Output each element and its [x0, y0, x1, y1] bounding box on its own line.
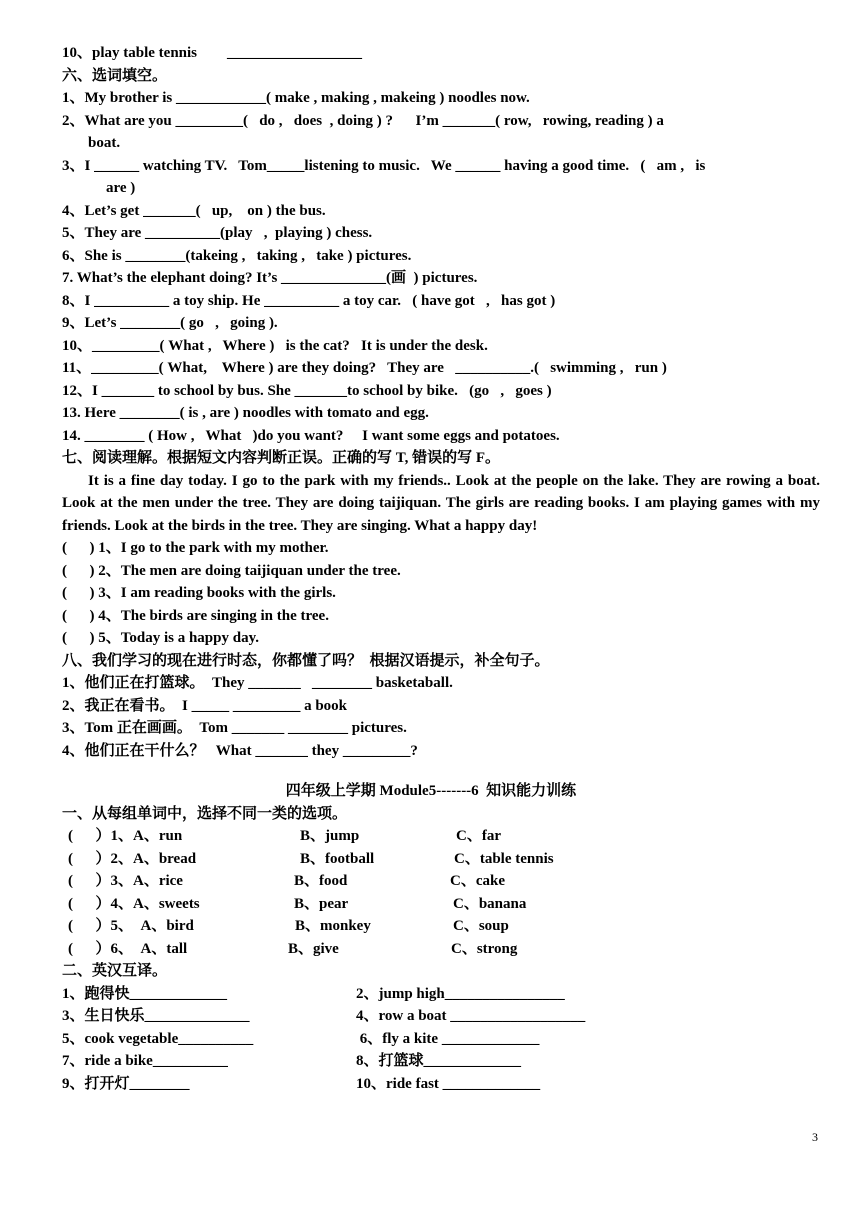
m2-row-2: [62, 1005, 820, 1028]
s6-q11: 11、_________( What, Where ) are they doing? They are __________.( swimming , run ): [62, 360, 667, 376]
m1-row-3-a: ( ）3、A、rice: [68, 873, 183, 889]
m1-row-5-b: B、monkey: [295, 918, 371, 934]
s6-q10: 10、_________( What , Where ) is the cat? It is under the desk.: [62, 337, 488, 354]
m2-row-1-right: 2、jump high________________: [356, 985, 565, 1002]
line-play-table-tennis: 10、play table tennis __________________: [62, 45, 363, 61]
m2-row-3-left: 5、cook vegetable__________: [62, 1030, 254, 1047]
m2-row-5-left: 9、打开灯________: [62, 1075, 190, 1092]
m1-row-5-c: C、soup: [453, 918, 509, 934]
m1-row-5-a: ( ）5、 A、bird: [68, 918, 194, 934]
m1-row-1-b: B、jump: [300, 828, 360, 844]
m2-row-3-right: 6、fly a kite _____________: [356, 1030, 540, 1047]
s6-q6: 6、She is ________(takeing , taking , take ) pictures.: [62, 247, 412, 264]
judge-item-4: ( ) 4、The birds are singing in the tree.: [62, 607, 329, 624]
m1-row-6-a: ( ）6、 A、tall: [68, 940, 188, 957]
m2-row-2-right: 4、row a boat __________________: [356, 1008, 586, 1024]
m2-row-5-right: 10、ride fast _____________: [356, 1075, 541, 1092]
judge-item-2: ( ) 2、The men are doing taijiquan under the tree.: [62, 562, 401, 579]
s6-q14: 14. ________ ( How , What )do you want? I want some eggs and potatoes.: [62, 427, 560, 444]
module-title: 四年级上学期 Module5-------6 知识能力训练: [285, 783, 577, 799]
m1-row-2-c: C、table tennis: [454, 850, 554, 867]
s6-q13: 13. Here ________( is , are ) noodles with tomato and egg.: [62, 405, 429, 421]
s6-q3-cont: are ): [106, 180, 136, 196]
m2-row-4-right: 8、打篮球_____________: [356, 1053, 522, 1069]
m1-row-4-c: C、banana: [453, 895, 527, 912]
section-6-title: 六、选词填空。: [62, 67, 168, 84]
m1-row-3-c: C、cake: [450, 873, 505, 889]
m1-row-1-c: C、far: [456, 828, 501, 844]
s6-q5: 5、They are __________(play , playing ) chess.: [62, 225, 373, 241]
m1-row-6-c: C、strong: [451, 940, 518, 957]
m1-row-1-a: ( ）1、A、run: [68, 828, 183, 844]
m1-row-3: [62, 870, 820, 893]
judge-item-1: ( ) 1、I go to the park with my mother.: [62, 540, 329, 556]
m1-row-6-b: B、give: [288, 940, 339, 957]
s6-q2: 2、What are you _________( do , does , doing ) ? I’m _______( row, rowing, reading ) a: [62, 112, 664, 129]
m1-row-2: [62, 848, 820, 871]
m1-row-4-b: B、pear: [294, 895, 349, 912]
page-number: 3: [812, 1130, 818, 1144]
m2-row-1: [62, 983, 820, 1006]
worksheet-page: [62, 42, 820, 1095]
m1-row-3-b: B、food: [294, 873, 348, 889]
m2-row-5: [62, 1073, 820, 1096]
s8-item-2: 2、我正在看书。 I _____ _________ a book: [62, 697, 348, 714]
m2-title: 二、英汉互译。: [62, 963, 168, 979]
m1-row-6: [62, 938, 820, 961]
reading-passage: It is a fine day today. I go to the park with my friends.. Look at the people on the lake. They are rowing a boat. Look at the men under the tree. They are doing taijiquan. The girls are reading books. I am playing games with my friends. Look at the birds in the tree. They are singing. What a happy day!: [62, 472, 820, 534]
m2-row-2-left: 3、生日快乐______________: [62, 1008, 250, 1024]
judge-item-3: ( ) 3、I am reading books with the girls.: [62, 585, 336, 601]
m1-title: 一、从每组单词中，选择不同一类的选项。: [62, 805, 348, 822]
s6-q7: 7. What’s the elephant doing? It’s ______________(画 ) pictures.: [62, 270, 478, 286]
m1-row-4: [62, 893, 820, 916]
s8-item-1: 1、他们正在打篮球。 They _______ ________ basketaball.: [62, 675, 453, 691]
m1-row-2-b: B、football: [300, 850, 375, 867]
s8-item-3: 3、Tom 正在画画。 Tom _______ ________ pictures.: [62, 720, 407, 736]
s6-q1: 1、My brother is ____________( make , making , makeing ) noodles now.: [62, 90, 530, 106]
s6-q8: 8、I __________ a toy ship. He __________ a toy car. ( have got , has got ): [62, 292, 556, 309]
m2-row-4-left: 7、ride a bike__________: [62, 1053, 228, 1069]
m1-row-2-a: ( ）2、A、bread: [68, 850, 197, 867]
m1-row-5: [62, 915, 820, 938]
s6-q2-cont: boat.: [88, 135, 121, 151]
spacer: [62, 762, 820, 780]
s6-q12: 12、I _______ to school by bus. She _______to school by bike. (go , goes ): [62, 382, 552, 399]
s6-q3: 3、I ______ watching TV. Tom_____listening to music. We ______ having a good time. ( am , is: [62, 157, 706, 174]
s8-item-4: 4、他们正在干什么？ What _______ they _________?: [62, 742, 418, 759]
s6-q4: 4、Let’s get _______( up, on ) the bus.: [62, 202, 326, 219]
judge-item-5: ( ) 5、Today is a happy day.: [62, 630, 260, 646]
m2-row-1-left: 1、跑得快_____________: [62, 985, 228, 1002]
m2-row-3: [62, 1028, 820, 1051]
m1-row-4-a: ( ）4、A、sweets: [68, 895, 200, 912]
m1-row-1: [62, 825, 820, 848]
section-7-title: 七、阅读理解。根据短文内容判断正误。正确的写 T, 错误的写 F。: [62, 450, 501, 466]
s6-q9: 9、Let’s ________( go , going ).: [62, 315, 278, 331]
section-8-title: 八、我们学习的现在进行时态，你都懂了吗？ 根据汉语提示，补全句子。: [62, 652, 550, 669]
m2-row-4: [62, 1050, 820, 1073]
